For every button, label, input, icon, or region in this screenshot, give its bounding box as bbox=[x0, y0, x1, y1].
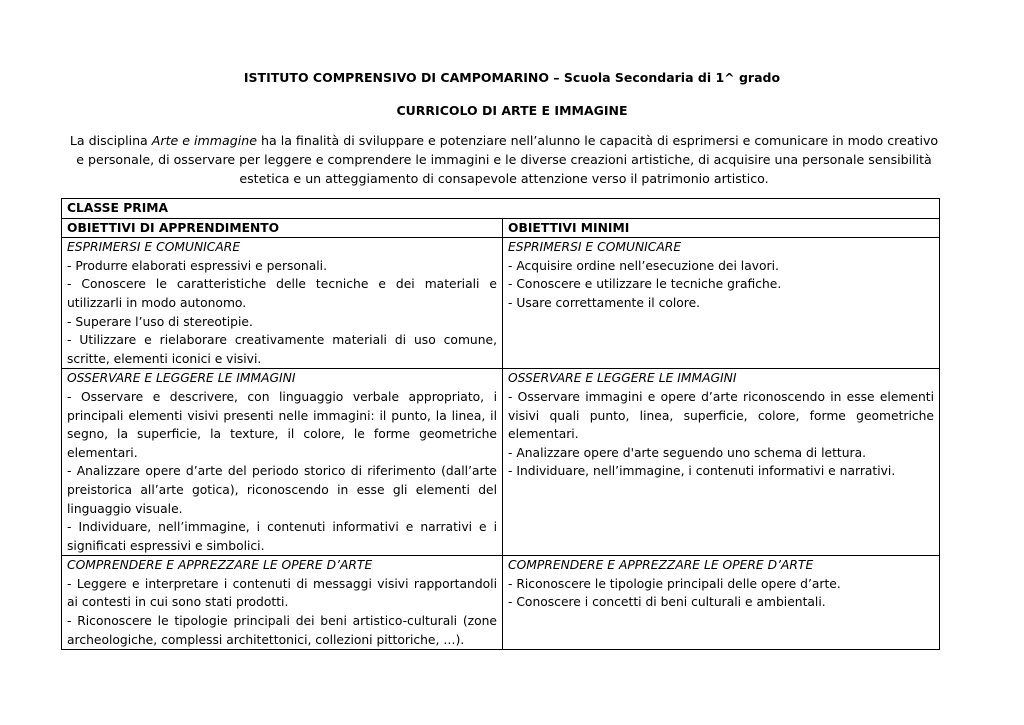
cell-minimum-objectives bbox=[503, 238, 940, 369]
table-row bbox=[62, 556, 940, 650]
objective-item: - Individuare, nell’immagine, i contenuti informativi e narrativi e i significati espressivi e simbolici. bbox=[67, 520, 497, 553]
col-header-learning-objectives: OBIETTIVI DI APPRENDIMENTO bbox=[62, 218, 503, 238]
objective-item: - Conoscere i concetti di beni culturali e ambientali. bbox=[508, 595, 826, 610]
curriculum-table bbox=[61, 198, 940, 650]
objective-item: - Analizzare opere d'arte seguendo uno schema di lettura. bbox=[508, 445, 867, 460]
objective-item: - Riconoscere le tipologie principali dei beni artistico-culturali (zone archeologiche, complessi architettonici, collezioni pittoriche, …). bbox=[67, 614, 497, 647]
objective-item: - Acquisire ordine nell’esecuzione dei lavori. bbox=[508, 258, 779, 273]
section-heading: OSSERVARE E LEGGERE LE IMMAGINI bbox=[508, 371, 737, 386]
intro-text: ha la finalità di sviluppare e potenziare nell’alunno le capacità di esprimersi e comunicare in modo creativo e personale, di osservare per leggere e comprendere le immagini e le diverse creazioni artistiche, di acquisire una personale sensibilità estetica e un atteggiamento di consapevole attenzione verso il patrimonio artistico. bbox=[76, 133, 939, 186]
col-header-minimum-objectives: OBIETTIVI MINIMI bbox=[503, 218, 940, 238]
intro-subject: Arte e immagine bbox=[151, 133, 257, 148]
section-heading: ESPRIMERSI E COMUNICARE bbox=[67, 240, 241, 255]
intro-prefix: La disciplina bbox=[69, 133, 152, 148]
objective-item: - Utilizzare e rielaborare creativamente materiali di uso comune, scritte, elementi iconici e visivi. bbox=[67, 333, 497, 366]
intro-paragraph bbox=[66, 131, 942, 188]
section-heading: ESPRIMERSI E COMUNICARE bbox=[508, 240, 682, 255]
cell-learning-objectives bbox=[62, 238, 503, 369]
objective-item: - Osservare e descrivere, con linguaggio verbale appropriato, i principali elementi visivi presenti nelle immagini: il punto, la linea, il segno, la superficie, la texture, il colore, le forme geometriche elementari. bbox=[67, 389, 497, 460]
objective-item: - Riconoscere le tipologie principali delle opere d’arte. bbox=[508, 576, 841, 591]
section-heading: COMPRENDERE E APPREZZARE LE OPERE D’ARTE bbox=[67, 558, 373, 573]
objective-item: - Produrre elaborati espressivi e personali. bbox=[67, 258, 327, 273]
cell-learning-objectives bbox=[62, 556, 503, 650]
objective-item: - Conoscere e utilizzare le tecniche grafiche. bbox=[508, 277, 782, 292]
objective-item: - Osservare immagini e opere d’arte riconoscendo in esse elementi visivi quali punto, linea, superficie, colore, forme geometriche elementari. bbox=[508, 389, 934, 442]
section-heading: OSSERVARE E LEGGERE LE IMMAGINI bbox=[67, 371, 296, 386]
class-title: CLASSE PRIMA bbox=[62, 199, 940, 219]
table-row bbox=[62, 369, 940, 556]
school-title: ISTITUTO COMPRENSIVO DI CAMPOMARINO – Scuola Secondaria di 1^ grado bbox=[243, 70, 781, 85]
cell-learning-objectives bbox=[62, 369, 503, 556]
objective-item: - Analizzare opere d’arte del periodo storico di riferimento (dall’arte preistorica all’arte gotica), riconoscendo in esse gli elementi del linguaggio visuale. bbox=[67, 464, 497, 516]
cell-minimum-objectives bbox=[503, 556, 940, 650]
objective-item: - Conoscere le caratteristiche delle tecniche e dei materiali e utilizzarli in modo autonomo. bbox=[67, 277, 497, 310]
class-title-row bbox=[62, 199, 940, 219]
objective-item: - Usare correttamente il colore. bbox=[508, 295, 701, 310]
objective-item: - Superare l’uso di stereotipie. bbox=[67, 314, 253, 329]
header-row bbox=[62, 218, 940, 238]
cell-minimum-objectives bbox=[503, 369, 940, 556]
objective-item: - Leggere e interpretare i contenuti di messaggi visivi rapportandoli ai contesti in cui sono stati prodotti. bbox=[67, 576, 497, 610]
objective-item: - Individuare, nell’immagine, i contenuti informativi e narrativi. bbox=[508, 464, 896, 479]
curriculum-title: CURRICOLO DI ARTE E IMMAGINE bbox=[396, 103, 628, 118]
table-row bbox=[62, 238, 940, 369]
section-heading: COMPRENDERE E APPREZZARE LE OPERE D’ARTE bbox=[508, 558, 814, 573]
